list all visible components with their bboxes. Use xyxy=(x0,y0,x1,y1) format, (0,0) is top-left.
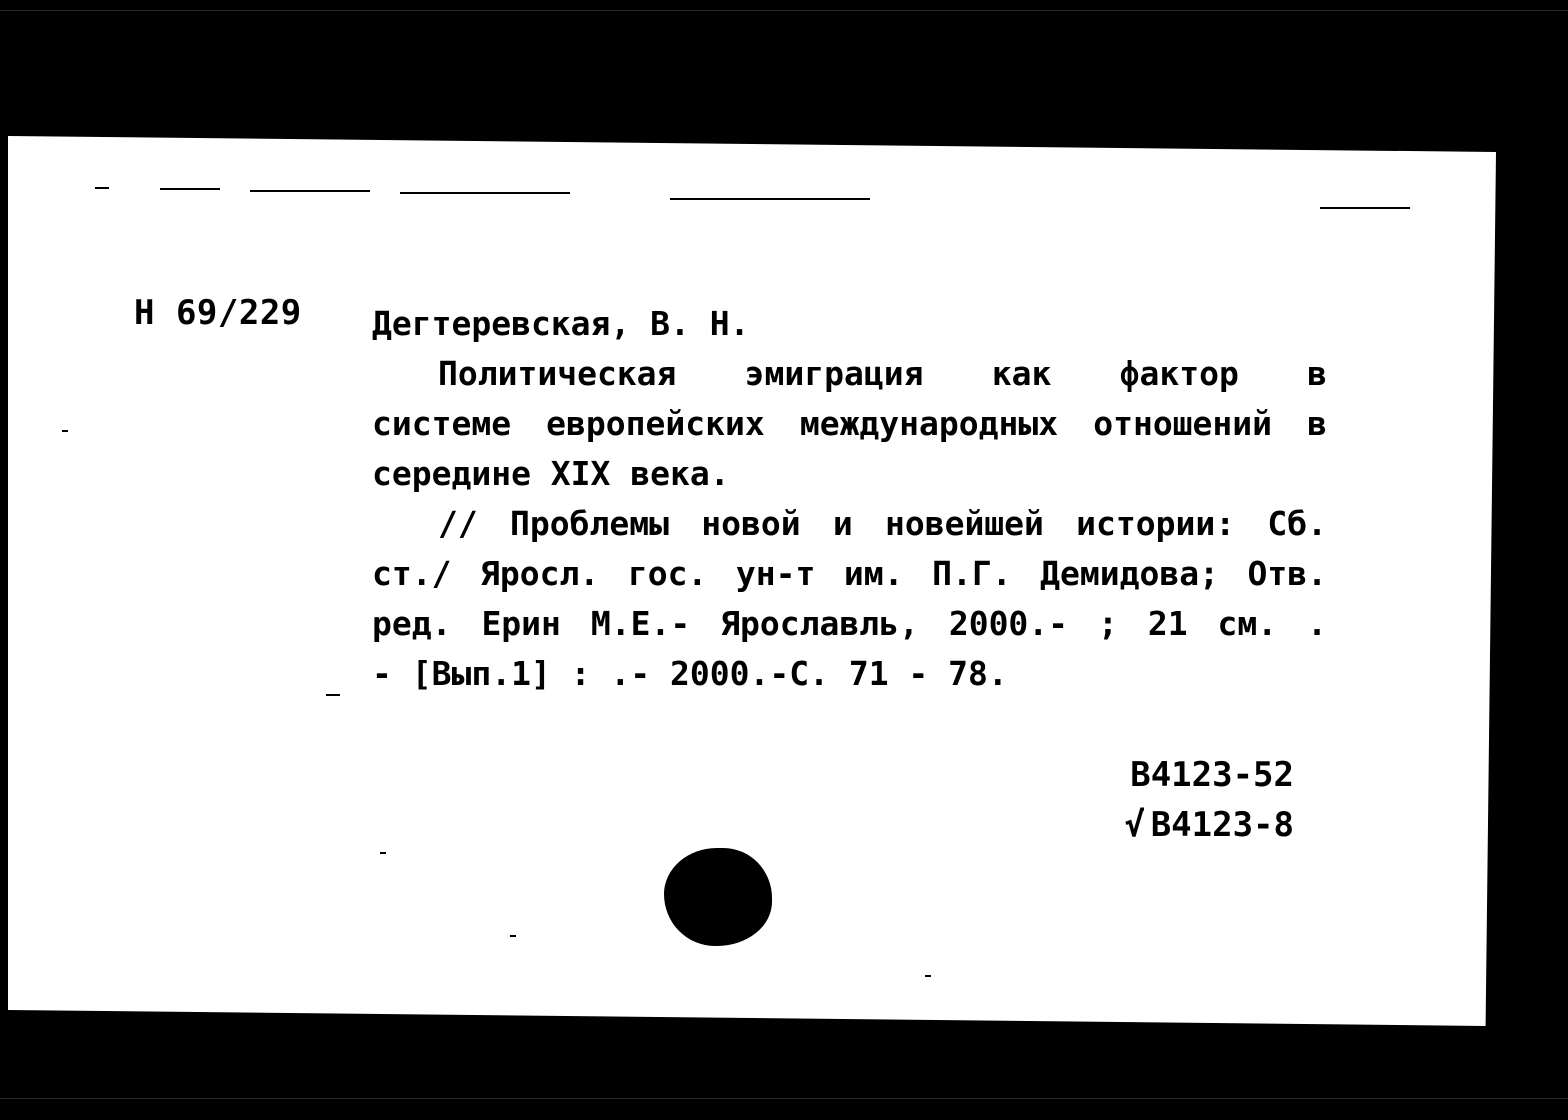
scan-speck xyxy=(400,192,570,194)
scan-border-bottom xyxy=(0,1098,1568,1099)
scan-speck xyxy=(925,975,931,977)
scan-border-top xyxy=(0,10,1568,11)
source-line-3: ред. Ерин М.Е.- Ярославль, 2000.- ; 21 см. . xyxy=(372,604,1327,643)
bibliographic-entry xyxy=(372,299,1327,699)
title-line-1: Политическая эмиграция как фактор в xyxy=(438,354,1327,393)
scan-speck xyxy=(670,198,870,200)
inventory-code-1: В4123-52 xyxy=(1130,755,1294,795)
title-line-3: середине XIX века. xyxy=(372,454,730,493)
rule-dash xyxy=(326,694,340,696)
inventory-code-2-row xyxy=(1110,800,1294,850)
inventory-codes xyxy=(1110,750,1294,850)
scan-speck xyxy=(250,190,370,192)
scan-speck xyxy=(160,188,220,190)
scan-speck xyxy=(95,187,109,189)
inventory-code-2: В4123-8 xyxy=(1150,805,1294,845)
scan-speck xyxy=(380,852,386,854)
punch-hole-stamp xyxy=(664,848,772,946)
scan-speck xyxy=(510,935,516,937)
scan-speck xyxy=(62,430,68,432)
source-line-1: // Проблемы новой и новейшей истории: Сб. xyxy=(438,504,1327,543)
scan-speck xyxy=(1320,207,1410,209)
author-line: Дегтеревская, В. Н. xyxy=(372,304,750,343)
title-line-2: системе европейских международных отношений в xyxy=(372,404,1327,443)
source-line-2: ст./ Яросл. гос. ун-т им. П.Г. Демидова; Отв. xyxy=(372,554,1327,593)
shelfmark: Н 69/229 xyxy=(134,293,302,333)
checkmark-icon: √ xyxy=(1124,805,1145,845)
source-line-4: - [Вып.1] : .- 2000.-С. 71 - 78. xyxy=(372,654,1008,693)
